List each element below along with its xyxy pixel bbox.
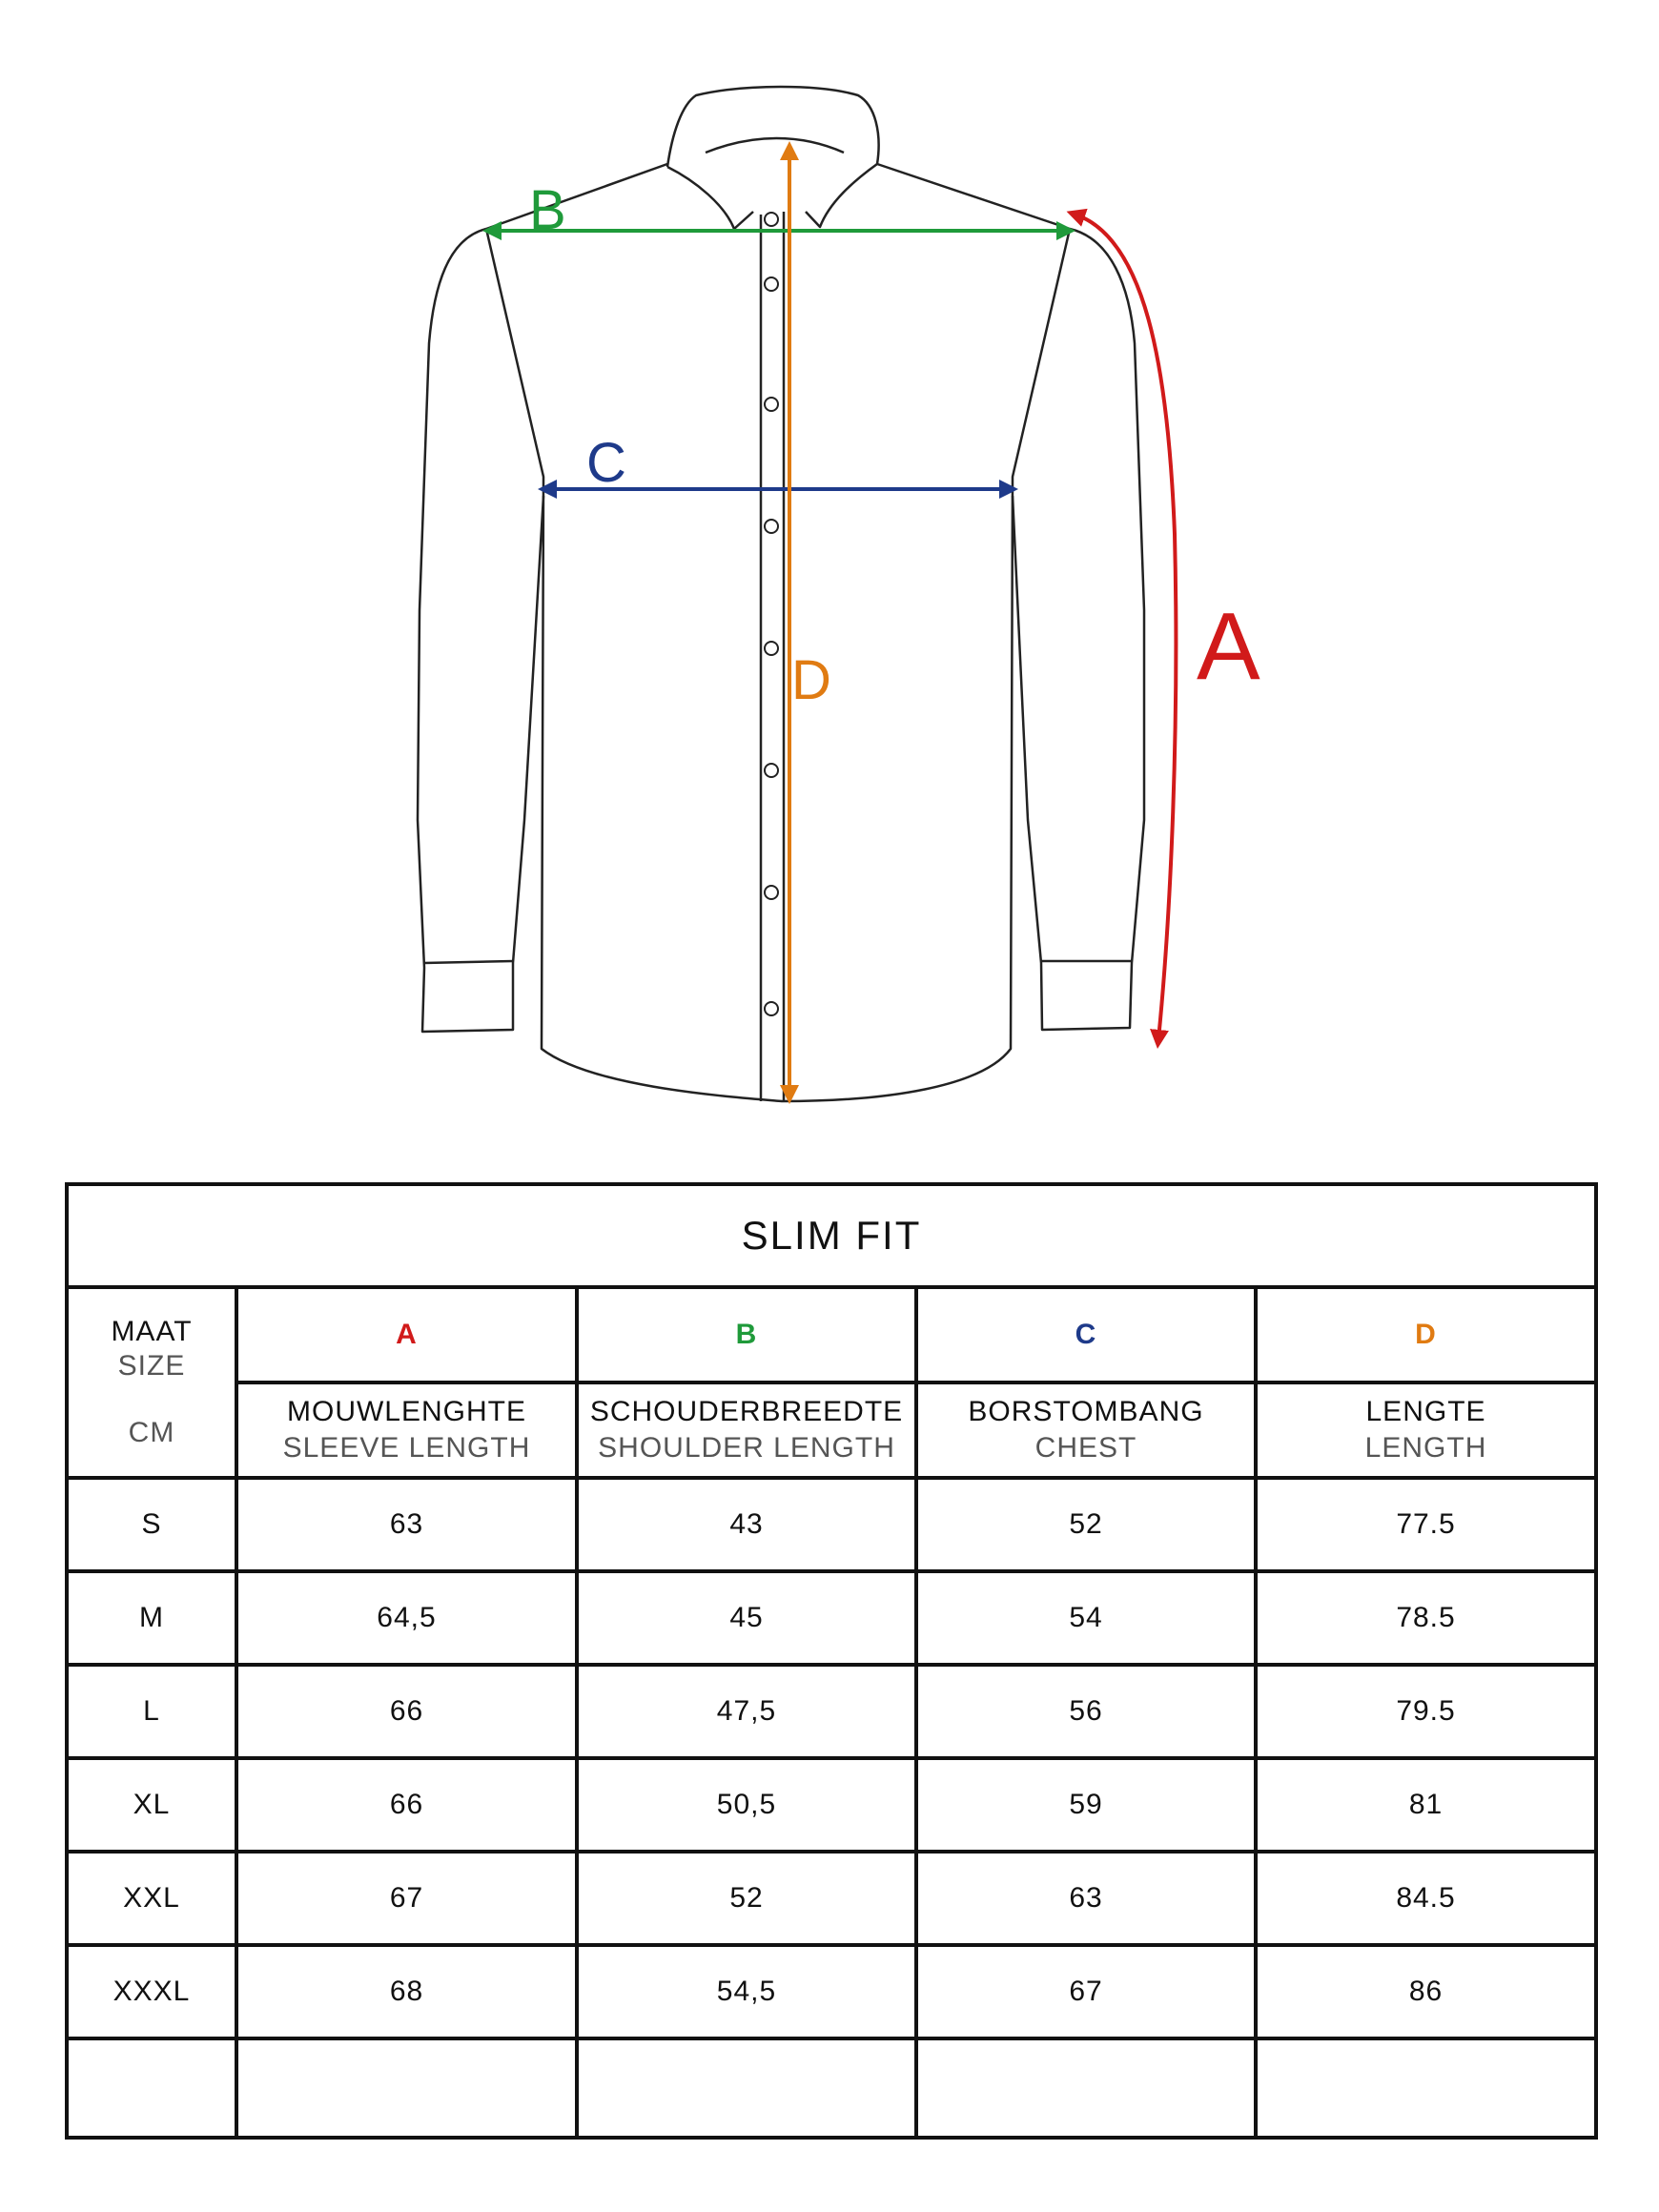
column-name-dutch: LENGTE	[1365, 1396, 1486, 1427]
size-chart-table	[65, 1182, 1598, 2140]
measurement-cell-b: 50,5	[577, 1758, 916, 1852]
column-name-english: SHOULDER LENGTH	[598, 1432, 895, 1464]
measurement-cell-a: 66	[236, 1758, 577, 1852]
size-header-unit: CM	[128, 1417, 175, 1448]
measurement-cell-c: 67	[916, 1945, 1256, 2038]
size-header-size: SIZE	[117, 1350, 186, 1382]
table-row	[67, 1665, 1596, 1758]
column-name-dutch: MOUWLENGHTE	[287, 1396, 526, 1427]
measurement-cell-a: 63	[236, 1478, 577, 1571]
table-row	[67, 1945, 1596, 2038]
measure-letter-row	[67, 1287, 1596, 1382]
column-name-a	[236, 1382, 577, 1478]
measurement-cell-c: 59	[916, 1758, 1256, 1852]
measurement-cell-a: 64,5	[236, 1571, 577, 1665]
table-row	[67, 1571, 1596, 1665]
table-title-row	[67, 1184, 1596, 1287]
column-name-dutch: SCHOUDERBREEDTE	[589, 1396, 904, 1427]
empty-cell	[1256, 2038, 1596, 2138]
measurement-cell-a: 68	[236, 1945, 577, 2038]
measure-arrow-a	[1075, 215, 1176, 1039]
empty-cell	[67, 2038, 236, 2138]
measurement-cell-c: 52	[916, 1478, 1256, 1571]
size-label-cell: M	[67, 1571, 236, 1665]
column-letter-c: C	[916, 1287, 1256, 1382]
column-name-b	[577, 1382, 916, 1478]
measurement-cell-c: 56	[916, 1665, 1256, 1758]
measure-label-c: C	[586, 432, 626, 494]
size-label-cell: XXXL	[67, 1945, 236, 2038]
measurement-cell-d: 78.5	[1256, 1571, 1596, 1665]
measurement-cell-a: 67	[236, 1852, 577, 1945]
column-name-english: LENGTH	[1364, 1432, 1487, 1464]
size-label-cell: S	[67, 1478, 236, 1571]
empty-cell	[577, 2038, 916, 2138]
size-label-cell: XL	[67, 1758, 236, 1852]
size-header-maat: MAAT	[111, 1316, 193, 1347]
table-row	[67, 1852, 1596, 1945]
table-row	[67, 1478, 1596, 1571]
measure-label-a: A	[1197, 593, 1260, 700]
measurement-cell-d: 77.5	[1256, 1478, 1596, 1571]
measurement-cell-b: 54,5	[577, 1945, 916, 2038]
column-name-english: CHEST	[1034, 1432, 1137, 1464]
measurement-cell-d: 79.5	[1256, 1665, 1596, 1758]
shirt-buttons	[765, 213, 778, 1015]
measure-label-d: D	[791, 649, 831, 711]
measurement-cell-c: 63	[916, 1852, 1256, 1945]
column-name-d	[1256, 1382, 1596, 1478]
column-name-dutch: BORSTOMBANG	[968, 1396, 1204, 1427]
size-rows	[67, 1478, 1596, 2038]
column-name-c	[916, 1382, 1256, 1478]
size-header-cell	[67, 1287, 236, 1478]
column-letter-a: A	[236, 1287, 577, 1382]
measurement-cell-b: 52	[577, 1852, 916, 1945]
measurement-cell-a: 66	[236, 1665, 577, 1758]
measure-label-b: B	[529, 179, 566, 241]
empty-cell	[916, 2038, 1256, 2138]
measurement-cell-d: 86	[1256, 1945, 1596, 2038]
column-letter-b: B	[577, 1287, 916, 1382]
measurement-cell-d: 81	[1256, 1758, 1596, 1852]
empty-cell	[236, 2038, 577, 2138]
measurement-cell-c: 54	[916, 1571, 1256, 1665]
measure-name-row	[67, 1382, 1596, 1478]
table-title: SLIM FIT	[67, 1184, 1596, 1287]
measurement-cell-b: 43	[577, 1478, 916, 1571]
size-label-cell: L	[67, 1665, 236, 1758]
shirt-outline	[418, 87, 1144, 1101]
column-letter-d: D	[1256, 1287, 1596, 1382]
table-row	[67, 1758, 1596, 1852]
column-name-english: SLEEVE LENGTH	[282, 1432, 531, 1464]
measurement-cell-b: 45	[577, 1571, 916, 1665]
measurement-cell-b: 47,5	[577, 1665, 916, 1758]
size-label-cell: XXL	[67, 1852, 236, 1945]
measurement-cell-d: 84.5	[1256, 1852, 1596, 1945]
empty-row	[67, 2038, 1596, 2138]
